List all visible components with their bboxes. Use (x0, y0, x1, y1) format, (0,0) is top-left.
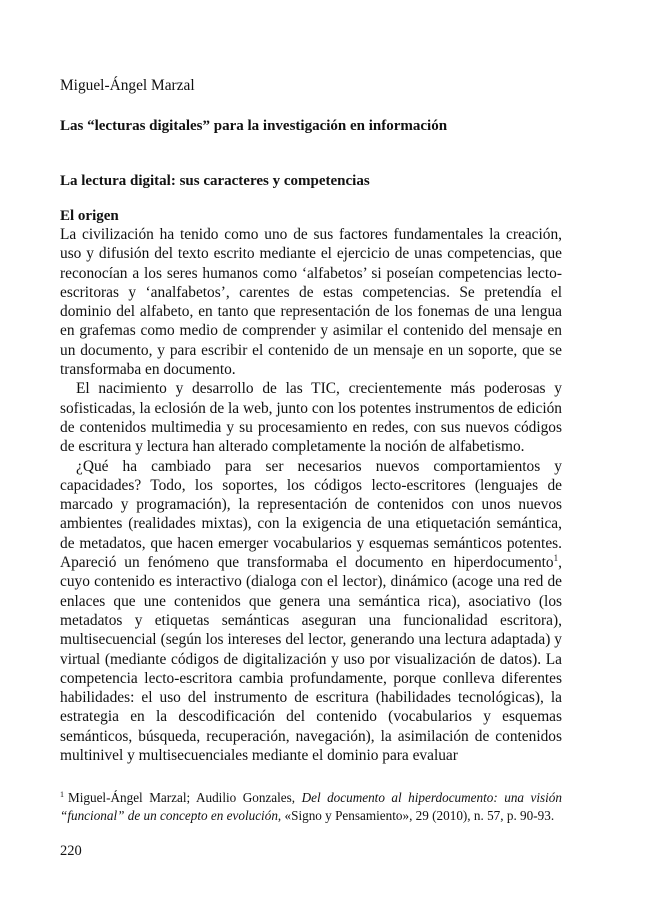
paragraph-1: La civilización ha tenido como uno de sus factores fundamentales la creación, uso y difusión del texto escrito mediante el ejercicio de unas competencias, que reconocían a los seres humanos como ‘alfabetos’ si poseían competencias lecto-escritoras y ‘analfabetos’, carentes de estas competencias. Se pretendía el dominio del alfabeto, en tanto que representación de los fonemas de una lengua en grafemas como medio de comprender y asimilar el contenido del mensaje en un documento, y para escribir el contenido de un mensaje en un soporte, que se transformaba en documento. (60, 226, 562, 379)
footnote-authors: Miguel-Ángel Marzal; Audilio Gonzales, (68, 790, 302, 805)
paragraph-3-text-after: , cuyo contenido es interactivo (dialoga con el lector), dinámico (acoge una red de enlaces que une contenidos que genera una semántica rica), asociativo (los metadatos y etiquetas semánticas aseguran una funcionalidad escritora), multisecuencial (según los intereses del lector, generando una lectura adaptada) y virtual (mediante códigos de digitalización y uso por visualización de datos). La competencia lecto-escritora cambia profundamente, porque conlleva diferentes habilidades: el uso del instrumento de escritura (habilidades tecnológicas), la estrategia en la descodificación del contenido (vocabularios y esquemas semánticos, búsqueda, recuperación, navegación), la asimilación de contenidos multinivel y multisecuenciales mediante el dominio para evaluar (60, 554, 562, 765)
body-text (60, 225, 562, 765)
paragraph-3 (60, 457, 562, 766)
footnote-number: 1 (60, 789, 64, 799)
section-heading: La lectura digital: sus caracteres y competencias (60, 173, 370, 189)
footnote (60, 789, 562, 825)
paragraph-3-text-before: ¿Qué ha cambiado para ser necesarios nuevos comportamientos y capacidades? Todo, los soportes, los códigos lecto-escritores (lenguajes de marcado y programación), la representación de contenidos con unos nuevos ambientes (realidades mixtas), con la exigencia de una etiquetación semántica, de metadatos, que hacen emerger vocabularios y esquemas semánticos potentes. Apareció un fenómeno que transformaba el documento en hiperdocumento (60, 457, 562, 572)
footnote-reference[interactable]: 1 (553, 552, 559, 563)
footnote-citation: , «Signo y Pensamiento», 29 (2010), n. 57, p. 90-93. (277, 808, 555, 823)
article-title: Las “lecturas digitales” para la investigación en información (60, 118, 448, 134)
running-header-author: Miguel-Ángel Marzal (60, 77, 195, 94)
paragraph-2: El nacimiento y desarrollo de las TIC, crecientemente más poderosas y sofisticadas, la eclosión de la web, junto con los potentes instrumentos de edición de contenidos multimedia y su procesamiento en redes, con sus nuevos códigos de escritura y lectura han alterado completamente la noción de alfabetismo. (60, 380, 562, 456)
page-number: 220 (60, 843, 82, 859)
subsection-heading: El origen (60, 208, 119, 224)
footnote-work-title: Del documento al hiperdocumento: una visión “funcional” de un concepto en evolución (60, 790, 562, 823)
